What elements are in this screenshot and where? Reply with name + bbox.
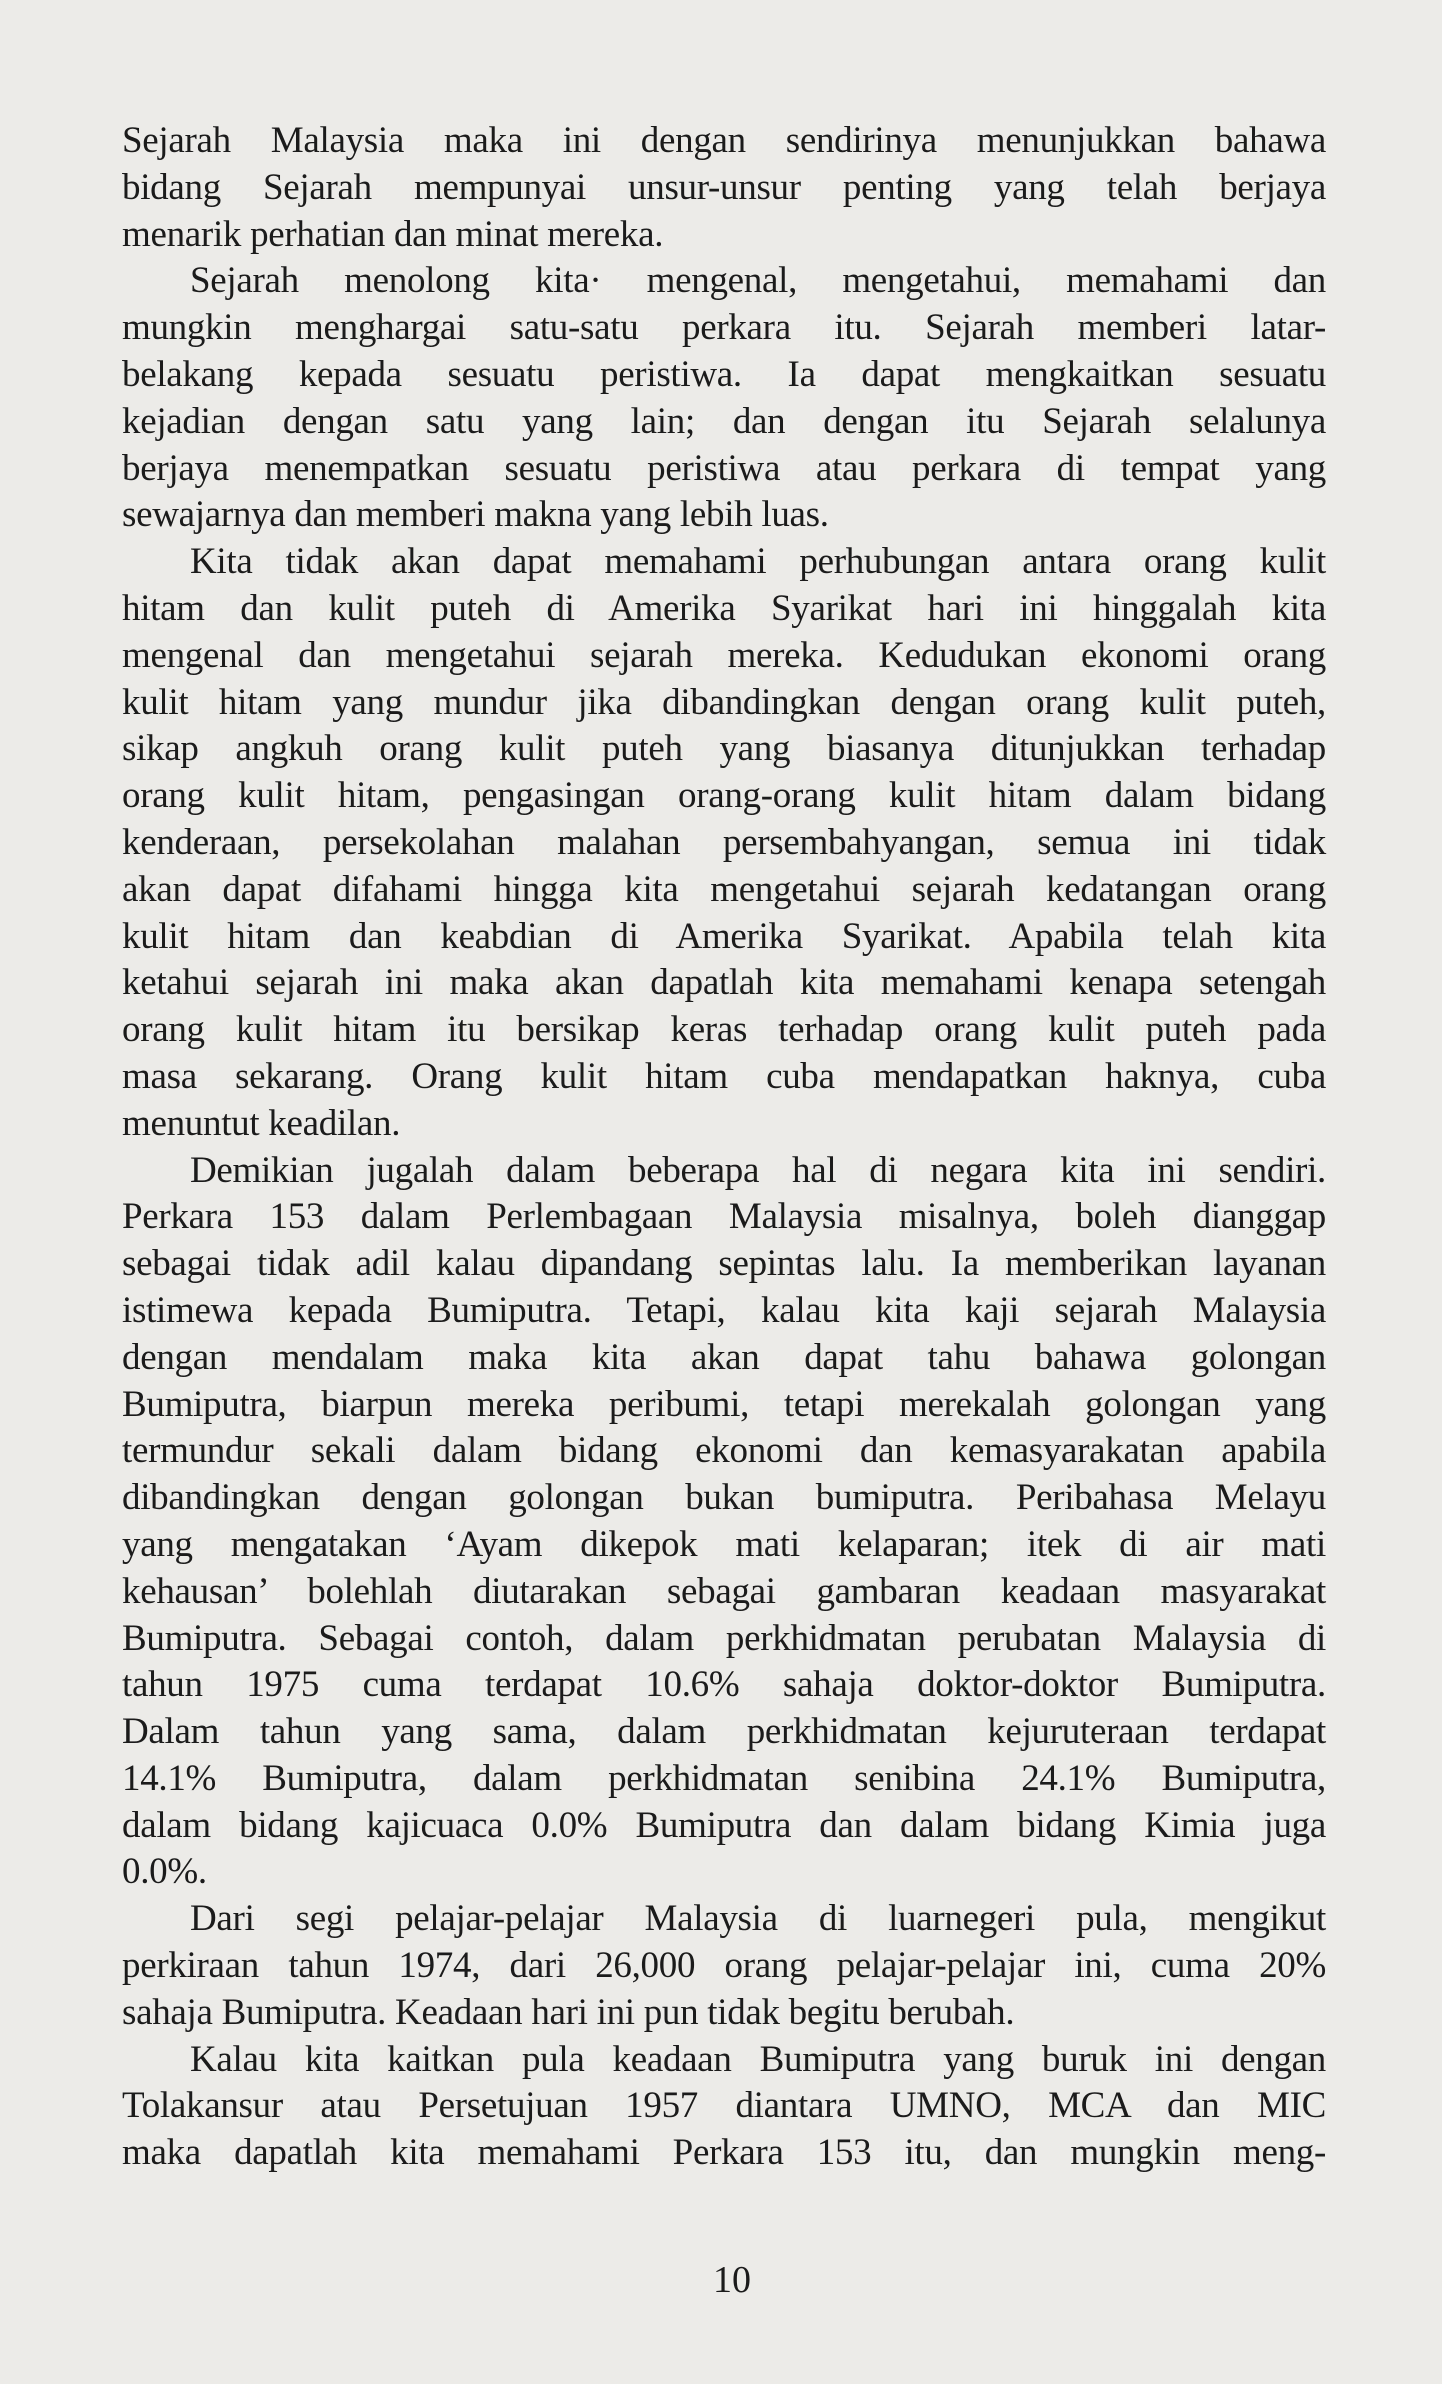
text-line: istimewa kepada Bumiputra. Tetapi, kalau kita kaji sejarah Malaysia — [122, 1289, 1326, 1331]
paragraph — [122, 1148, 1326, 1897]
paragraph — [122, 118, 1326, 258]
paragraph — [122, 258, 1326, 539]
text-line: orang kulit hitam, pengasingan orang-orang kulit hitam dalam bidang — [122, 775, 1326, 817]
text-line: 0.0%. — [122, 1851, 207, 1893]
text-line: Demikian jugalah dalam beberapa hal di negara kita ini sendiri. — [190, 1149, 1326, 1191]
text-line: dengan mendalam maka kita akan dapat tahu bahawa golongan — [122, 1336, 1326, 1378]
text-line: kenderaan, persekolahan malahan persembahyangan, semua ini tidak — [122, 821, 1326, 863]
text-line: orang kulit hitam itu bersikap keras terhadap orang kulit puteh pada — [122, 1009, 1326, 1051]
text-line: menuntut keadilan. — [122, 1102, 401, 1144]
text-line: Tolakansur atau Persetujuan 1957 diantara UMNO, MCA dan MIC — [122, 2085, 1326, 2127]
text-line: 14.1% Bumiputra, dalam perkhidmatan senibina 24.1% Bumiputra, — [122, 1757, 1326, 1799]
text-line: Sejarah Malaysia maka ini dengan sendirinya menunjukkan bahawa — [122, 120, 1326, 161]
text-line: kulit hitam dan keabdian di Amerika Syarikat. Apabila telah kita — [122, 915, 1326, 957]
text-line: Kalau kita kaitkan pula keadaan Bumiputra yang buruk ini dengan — [190, 2038, 1326, 2080]
text-line: akan dapat difahami hingga kita mengetahui sejarah kedatangan orang — [122, 868, 1326, 910]
text-line: belakang kepada sesuatu peristiwa. Ia dapat mengkaitkan sesuatu — [122, 353, 1326, 395]
text-line: dalam bidang kajicuaca 0.0% Bumiputra dan dalam bidang Kimia juga — [122, 1804, 1326, 1846]
text-line: dibandingkan dengan golongan bukan bumiputra. Peribahasa Melayu — [122, 1477, 1326, 1519]
text-line: bidang Sejarah mempunyai unsur-unsur penting yang telah berjaya — [122, 166, 1326, 208]
page-number: 10 — [713, 2259, 751, 2301]
text-line: Kita tidak akan dapat memahami perhubungan antara orang kulit — [190, 541, 1326, 583]
paragraph — [122, 1896, 1326, 2036]
text-line: menarik perhatian dan minat mereka. — [122, 213, 664, 255]
text-line: berjaya menempatkan sesuatu peristiwa atau perkara di tempat yang — [122, 447, 1326, 489]
text-line: masa sekarang. Orang kulit hitam cuba mendapatkan haknya, cuba — [122, 1055, 1326, 1097]
text-line: mungkin menghargai satu-satu perkara itu. Sejarah memberi latar- — [122, 307, 1326, 349]
text-line: Bumiputra. Sebagai contoh, dalam perkhidmatan perubatan Malaysia di — [122, 1617, 1326, 1659]
body-text — [122, 118, 1326, 2177]
text-line: yang mengatakan ‘Ayam dikepok mati kelaparan; itek di air mati — [122, 1523, 1326, 1565]
text-line: ketahui sejarah ini maka akan dapatlah kita memahami kenapa setengah — [122, 962, 1326, 1004]
text-line: kejadian dengan satu yang lain; dan dengan itu Sejarah selalunya — [122, 400, 1326, 442]
text-line: sebagai tidak adil kalau dipandang sepintas lalu. Ia memberikan layanan — [122, 1243, 1326, 1285]
paragraph — [122, 539, 1326, 1147]
text-line: kulit hitam yang mundur jika dibandingkan dengan orang kulit puteh, — [122, 681, 1326, 723]
text-line: mengenal dan mengetahui sejarah mereka. Kedudukan ekonomi orang — [122, 634, 1326, 676]
text-line: Bumiputra, biarpun mereka peribumi, tetapi merekalah golongan yang — [122, 1383, 1326, 1425]
text-line: Perkara 153 dalam Perlembagaan Malaysia misalnya, boleh dianggap — [122, 1196, 1326, 1238]
text-line: tahun 1975 cuma terdapat 10.6% sahaja doktor-doktor Bumiputra. — [122, 1664, 1326, 1706]
text-line: termundur sekali dalam bidang ekonomi dan kemasyarakatan apabila — [122, 1430, 1326, 1472]
paragraph — [122, 2037, 1326, 2177]
text-line: sewajarnya dan memberi makna yang lebih luas. — [122, 494, 829, 536]
text-line: perkiraan tahun 1974, dari 26,000 orang pelajar-pelajar ini, cuma 20% — [122, 1945, 1326, 1987]
text-line: Dari segi pelajar-pelajar Malaysia di luarnegeri pula, mengikut — [190, 1898, 1326, 1940]
text-line: hitam dan kulit puteh di Amerika Syarikat hari ini hinggalah kita — [122, 587, 1326, 629]
text-line: maka dapatlah kita memahami Perkara 153 itu, dan mungkin meng- — [122, 2132, 1326, 2174]
text-line: sahaja Bumiputra. Keadaan hari ini pun tidak begitu berubah. — [122, 1991, 1015, 2033]
text-line: Sejarah menolong kita· mengenal, mengetahui, memahami dan — [190, 260, 1326, 302]
text-line: kehausan’ bolehlah diutarakan sebagai gambaran keadaan masyarakat — [122, 1570, 1326, 1612]
text-line: sikap angkuh orang kulit puteh yang biasanya ditunjukkan terhadap — [122, 728, 1326, 770]
text-line: Dalam tahun yang sama, dalam perkhidmatan kejuruteraan terdapat — [122, 1711, 1326, 1753]
